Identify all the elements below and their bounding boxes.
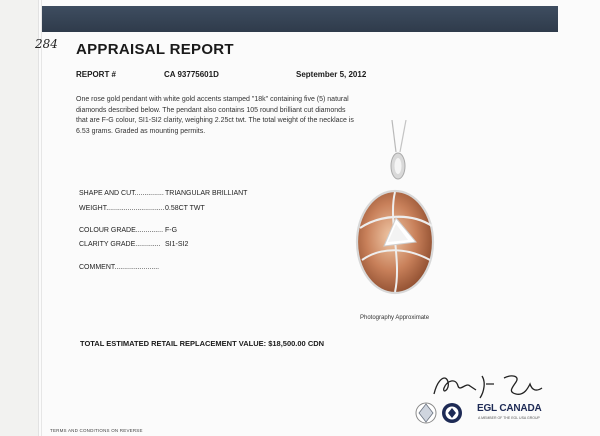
chain	[392, 120, 396, 152]
bail-highlight	[395, 158, 402, 174]
photo-caption: Photography Approximate	[360, 315, 430, 321]
detail-label: SHAPE AND CUT...............	[79, 190, 164, 197]
detail-row-colour	[79, 227, 177, 234]
header-bar	[42, 6, 558, 32]
detail-label: COMMENT.......................	[79, 264, 160, 271]
detail-row-comment	[79, 264, 165, 271]
detail-value: F-G	[165, 227, 178, 234]
report-number: CA 93775601D	[164, 70, 219, 79]
signature	[420, 368, 550, 402]
pendant-photo	[340, 120, 450, 315]
detail-value: TRIANGULAR BRILLIANT	[165, 190, 248, 197]
page-fold-line	[41, 0, 42, 436]
detail-row-weight	[79, 205, 205, 212]
detail-label: CLARITY GRADE.............	[79, 241, 161, 248]
diamond-emblem-icon	[416, 403, 436, 423]
page-edge	[0, 0, 39, 436]
handwritten-page-number: 284	[35, 37, 58, 51]
egl-logo-text: EGL CANADA	[477, 403, 542, 414]
detail-value: 0.58CT TWT	[165, 205, 205, 212]
detail-row-clarity	[79, 241, 188, 248]
terms-note: TERMS AND CONDITIONS ON REVERSE	[50, 428, 143, 433]
detail-row-shape	[79, 190, 247, 197]
chain	[400, 120, 406, 152]
detail-label: WEIGHT..............................	[79, 205, 165, 212]
detail-label: COLOUR GRADE..............	[79, 227, 164, 234]
report-number-label: REPORT #	[76, 70, 117, 79]
report-date: September 5, 2012	[296, 70, 367, 79]
page-title: APPRAISAL REPORT	[76, 41, 234, 58]
egl-tagline: A MEMBER OF THE EGL USA GROUP	[478, 416, 540, 420]
detail-value: SI1-SI2	[165, 241, 189, 248]
item-description: One rose gold pendant with white gold accents stamped "18k" containing five (5) natural diamonds described below. The pendant also contains 105 round brilliant cut diamonds that are F-G colour, SI1-SI2 clarity, weighing 2.25ct twt. The total weight of the necklace is 6.53 grams. Graded as mounting permits.	[76, 96, 354, 135]
seal-emblem-icon	[442, 403, 462, 423]
total-value: TOTAL ESTIMATED RETAIL REPLACEMENT VALUE: $18,500.00 CDN	[80, 339, 325, 348]
